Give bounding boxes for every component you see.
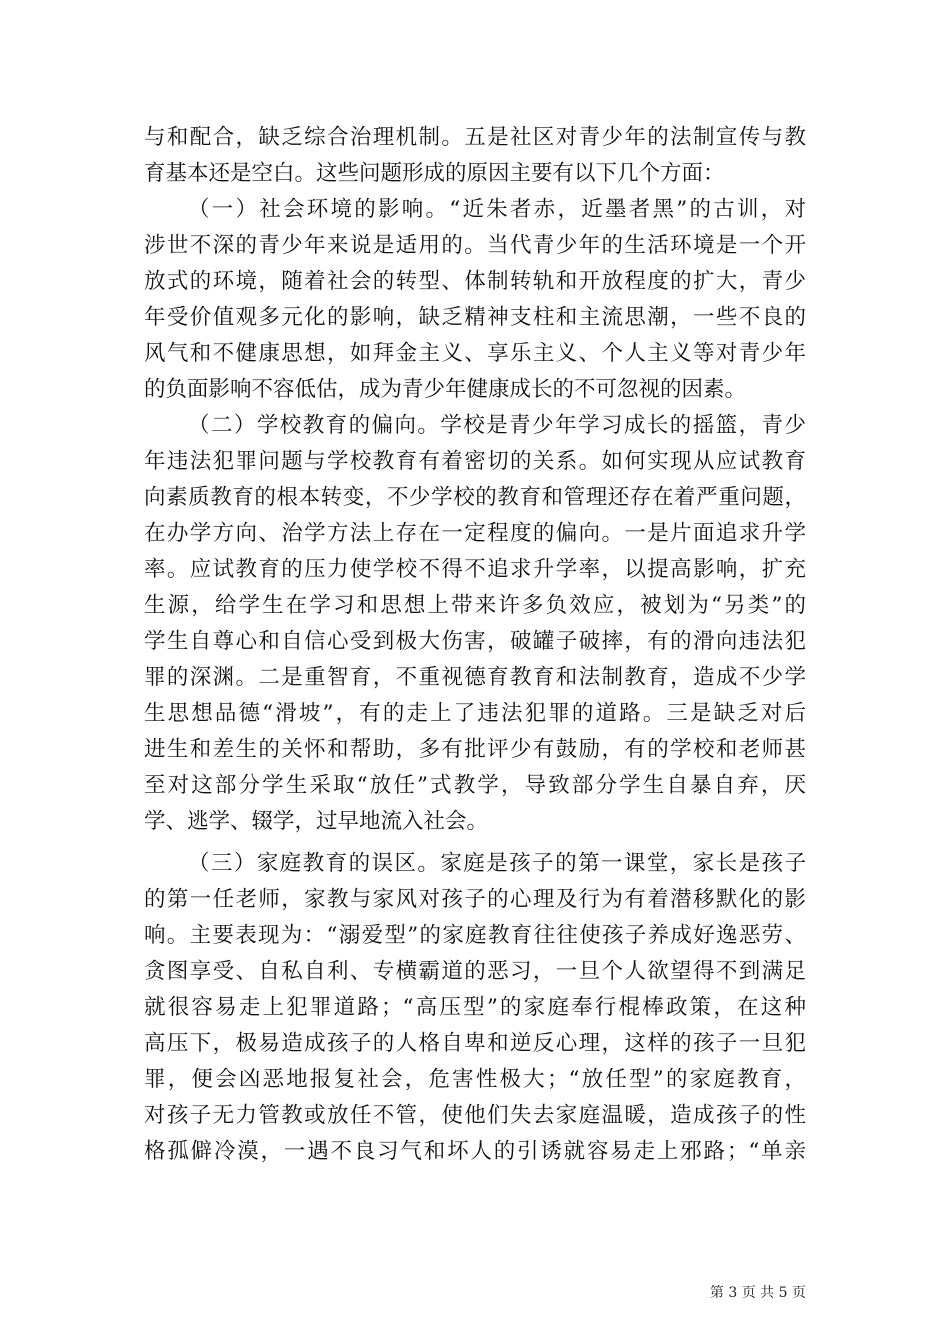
page-number-footer: 第 3 页 共 5 页 <box>709 1285 806 1301</box>
text-line: 风气和不健康思想，如拜金主义、享乐主义、个人主义等对青少年 <box>144 341 806 366</box>
text-line: 格孤僻冷漠，一遇不良习气和坏人的引诱就容易走上邪路；“单亲 <box>144 1139 806 1164</box>
text-line: （一）社会环境的影响。“近朱者赤，近墨者黑”的古训，对 <box>188 197 806 222</box>
text-line: 贪图享受、自私自利、专横霸道的恶习，一旦个人欲望得不到满足 <box>144 959 806 984</box>
text-line: 生思想品德“滑坡”，有的走上了违法犯罪的道路。三是缺乏对后 <box>144 701 806 726</box>
text-line: 学、逃学、辍学，过早地流入社会。 <box>144 809 489 834</box>
text-line: 放式的环境，随着社会的转型、体制转轨和开放程度的扩大，青少 <box>144 269 806 294</box>
text-line: 进生和差生的关怀和帮助，多有批评少有鼓励，有的学校和老师甚 <box>144 737 806 762</box>
text-line: 向素质教育的根本转变，不少学校的教育和管理还存在着严重问题， <box>144 485 806 510</box>
text-line: 在办学方向、治学方法上存在一定程度的偏向。一是片面追求升学 <box>144 521 806 546</box>
text-line: 的负面影响不容低估，成为青少年健康成长的不可忽视的因素。 <box>144 377 747 402</box>
text-line: （二）学校教育的偏向。学校是青少年学习成长的摇篮，青少 <box>188 413 806 438</box>
text-line: 生源，给学生在学习和思想上带来许多负效应，被划为“另类”的 <box>144 593 806 618</box>
text-line: 率。应试教育的压力使学校不得不追求升学率，以提高影响，扩充 <box>144 557 806 582</box>
text-line: 与和配合，缺乏综合治理机制。五是社区对青少年的法制宣传与教 <box>144 125 806 150</box>
text-line: 罪的深渊。二是重智育，不重视德育教育和法制教育，造成不少学 <box>144 665 806 690</box>
text-line: 对孩子无力管教或放任不管，使他们失去家庭温暖，造成孩子的性 <box>144 1103 806 1128</box>
text-line: 涉世不深的青少年来说是适用的。当代青少年的生活环境是一个开 <box>144 233 806 258</box>
text-line: 年受价值观多元化的影响，缺乏精神支柱和主流思潮，一些不良的 <box>144 305 806 330</box>
text-line: 高压下，极易造成孩子的人格自卑和逆反心理，这样的孩子一旦犯 <box>144 1031 806 1056</box>
text-line: 罪，便会凶恶地报复社会，危害性极大；“放任型”的家庭教育， <box>144 1067 806 1092</box>
text-line: 的第一任老师，家教与家风对孩子的心理及行为有着潜移默化的影 <box>144 887 806 912</box>
text-line: 响。主要表现为：“溺爱型”的家庭教育往往使孩子养成好逸恶劳、 <box>144 923 806 948</box>
text-line: 就很容易走上犯罪道路；“高压型”的家庭奉行棍棒政策，在这种 <box>144 995 806 1020</box>
text-line: 学生自尊心和自信心受到极大伤害，破罐子破摔，有的滑向违法犯 <box>144 629 806 654</box>
text-line: 育基本还是空白。这些问题形成的原因主要有以下几个方面： <box>144 161 725 186</box>
text-line: 年违法犯罪问题与学校教育有着密切的关系。如何实现从应试教育 <box>144 449 806 474</box>
text-line: 至对这部分学生采取“放任”式教学，导致部分学生自暴自弃，厌 <box>144 773 806 798</box>
text-line: （三）家庭教育的误区。家庭是孩子的第一课堂，家长是孩子 <box>188 851 806 876</box>
